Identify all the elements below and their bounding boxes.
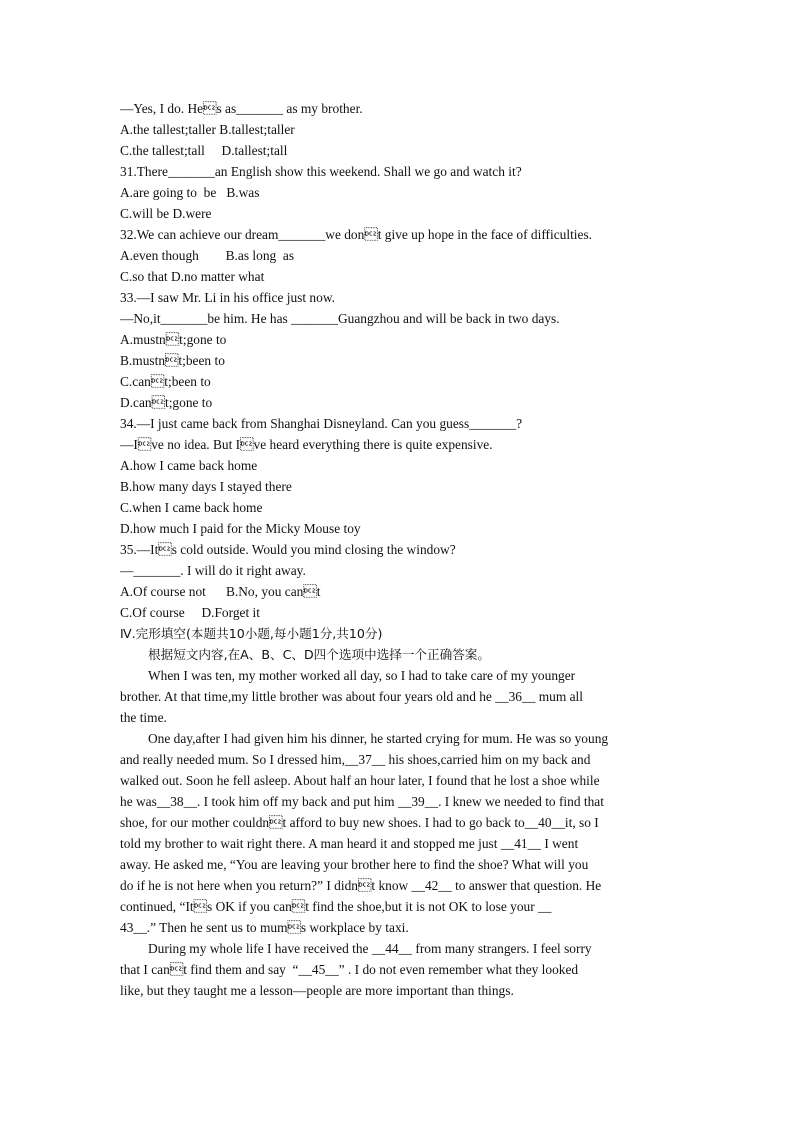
text-line: B.how many days I stayed there: [120, 479, 292, 494]
text-line: D.cant;gone to: [120, 395, 213, 410]
text-line: C.Of course D.Forget it: [120, 605, 260, 620]
text-line: —Ive no idea. But Ive heard everything there is quite expensive.: [120, 437, 493, 452]
text-line: the time.: [120, 710, 167, 725]
section-instruction: 根据短文内容,在A、B、C、D四个选项中选择一个正确答案。: [148, 647, 490, 662]
section-heading: Ⅳ.完形填空(本题共10小题,每小题1分,共10分): [120, 626, 383, 641]
text-line: A.mustnt;gone to: [120, 332, 227, 347]
text-line: do if he is not here when you return?” I didnt know __42__ to answer that question. He: [120, 878, 602, 893]
text-line: 32.We can achieve our dream_______we dont give up hope in the face of difficulties.: [120, 227, 593, 242]
text-line: C.will be D.were: [120, 206, 212, 221]
text-line: shoe, for our mother couldnt afford to buy new shoes. I had to go back to__40__it, so I: [120, 815, 599, 830]
text-line: When I was ten, my mother worked all day, so I had to take care of my younger: [148, 668, 576, 683]
text-line: —No,it_______be him. He has _______Guangzhou and will be back in two days.: [120, 311, 560, 326]
text-line: walked out. Soon he fell asleep. About half an hour later, I found that he lost a shoe while: [120, 773, 600, 788]
text-line: continued, “Its OK if you cant find the shoe,but it is not OK to lose your __: [120, 899, 552, 914]
text-line: A.the tallest;taller B.tallest;taller: [120, 122, 295, 137]
text-line: 31.There_______an English show this weekend. Shall we go and watch it?: [120, 164, 522, 179]
text-line: C.when I came back home: [120, 500, 263, 515]
text-line: A.how I came back home: [120, 458, 258, 473]
text-line: —Yes, I do. Hes as_______ as my brother.: [120, 101, 363, 116]
text-line: A.even though B.as long as: [120, 248, 295, 263]
text-line: C.the tallest;tall D.tallest;tall: [120, 143, 288, 158]
text-line: During my whole life I have received the __44__ from many strangers. I feel sorry: [148, 941, 592, 956]
text-line: A.Of course not B.No, you cant: [120, 584, 321, 599]
text-line: and really needed mum. So I dressed him,__37__ his shoes,carried him on my back and: [120, 752, 591, 767]
text-line: 33.—I saw Mr. Li in his office just now.: [120, 290, 335, 305]
text-line: D.how much I paid for the Micky Mouse toy: [120, 521, 361, 536]
text-line: he was__38__. I took him off my back and put him __39__. I knew we needed to find that: [120, 794, 604, 809]
text-line: brother. At that time,my little brother was about four years old and he __36__ mum all: [120, 689, 583, 704]
text-line: C.so that D.no matter what: [120, 269, 265, 284]
document-body: [120, 98, 676, 1001]
text-line: —_______. I will do it right away.: [120, 563, 306, 578]
text-line: B.mustnt;been to: [120, 353, 225, 368]
text-line: 43__.” Then he sent us to mums workplace by taxi.: [120, 920, 409, 935]
text-line: A.are going to be B.was: [120, 185, 260, 200]
text-line: away. He asked me, “You are leaving your brother here to find the shoe? What will you: [120, 857, 589, 872]
text-line: that I cant find them and say “__45__” . I do not even remember what they looked: [120, 962, 579, 977]
text-line: told my brother to wait right there. A man heard it and stopped me just __41__ I went: [120, 836, 579, 851]
text-line: 34.—I just came back from Shanghai Disneyland. Can you guess_______?: [120, 416, 523, 431]
text-line: 35.—Its cold outside. Would you mind closing the window?: [120, 542, 456, 557]
text-line: One day,after I had given him his dinner, he started crying for mum. He was so young: [148, 731, 609, 746]
text-line: C.cant;been to: [120, 374, 211, 389]
text-line: like, but they taught me a lesson—people are more important than things.: [120, 983, 514, 998]
